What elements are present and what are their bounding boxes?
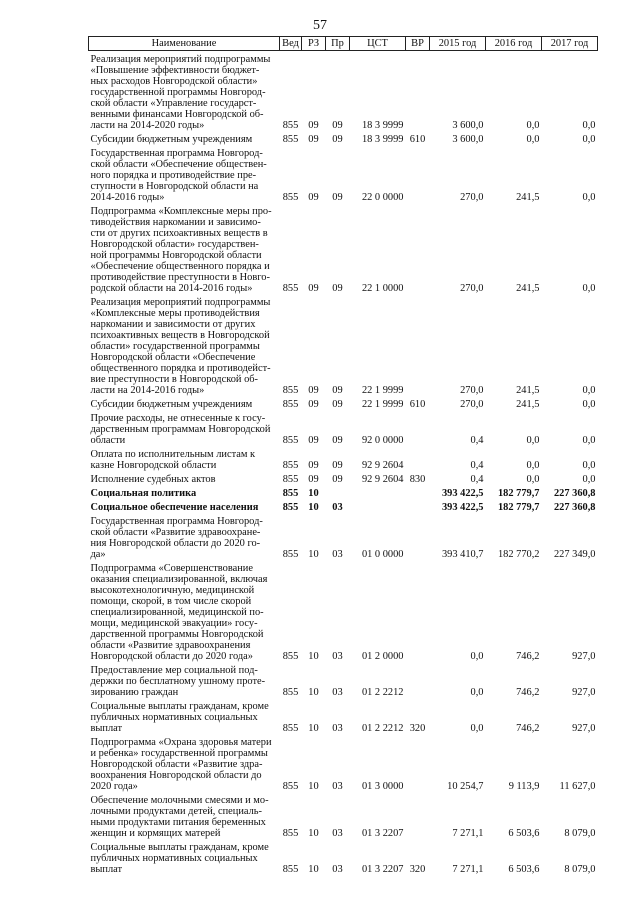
row-rz: 09 <box>308 460 319 471</box>
table-row <box>89 396 598 410</box>
row-vr <box>406 51 430 132</box>
row-2015: 393 410,7 <box>441 549 484 560</box>
row-name: Исполнение судебных актов <box>90 474 216 485</box>
row-cst: 22 1 9999 <box>361 385 404 396</box>
row-2015: 0,0 <box>470 687 484 698</box>
table-row <box>89 560 598 662</box>
row-2016: 182 770,2 <box>497 549 540 560</box>
row-name: Субсидии бюджетным учреждениям <box>90 134 253 145</box>
row-2015: 3 600,0 <box>452 120 484 131</box>
row-pr: 09 <box>332 460 343 471</box>
row-cst: 01 3 0000 <box>361 781 404 792</box>
row-vr: 320 <box>409 723 426 734</box>
row-2015: 3 600,0 <box>452 134 484 145</box>
row-vr <box>406 145 430 203</box>
table-row <box>89 410 598 446</box>
row-2016: 0,0 <box>526 134 540 145</box>
row-cst: 01 0 0000 <box>361 549 404 560</box>
row-rz: 10 <box>308 502 319 513</box>
row-name: Субсидии бюджетным учреждениям <box>90 399 253 410</box>
header-2015: 2015 год <box>430 37 486 51</box>
budget-table <box>88 36 598 875</box>
header-cst: ЦСТ <box>350 37 406 51</box>
row-2016: 6 503,6 <box>508 864 540 875</box>
row-pr: 03 <box>332 828 343 839</box>
row-ved: 855 <box>282 399 299 410</box>
row-pr: 03 <box>332 864 343 875</box>
row-cst: 92 0 0000 <box>361 435 404 446</box>
row-2017: 8 079,0 <box>564 864 596 875</box>
row-2016: 6 503,6 <box>508 828 540 839</box>
header-ved: Вед <box>280 37 302 51</box>
row-2015: 0,4 <box>470 474 484 485</box>
row-rz: 09 <box>308 283 319 294</box>
row-rz: 10 <box>308 864 319 875</box>
table-body <box>89 51 598 876</box>
row-2015: 10 254,7 <box>447 781 484 792</box>
row-ved: 855 <box>282 283 299 294</box>
row-name: Прочие расходы, не отнесенные к госу- дарственным программам Новгородской области <box>90 413 271 446</box>
row-2015: 270,0 <box>460 385 484 396</box>
row-pr: 09 <box>332 385 343 396</box>
row-2016: 746,2 <box>516 723 540 734</box>
row-name: Реализация мероприятий подпрограммы «Комплексные меры противодействия наркомании и зависимости от других психоактивных веществ в Новгородской области» государственной программы Новгородской области «Обеспечение общественного порядка и противодейст- вие преступности в Новгородской об- ласти на 2014-2016 годы» <box>90 297 271 396</box>
table-row <box>89 839 598 875</box>
row-vr <box>406 485 430 499</box>
row-ved: 855 <box>282 120 299 131</box>
row-cst: 22 0 0000 <box>361 192 404 203</box>
table-row <box>89 734 598 792</box>
row-name: Государственная программа Новгород- ской области «Обеспечение обществен- ного порядка и противодействие пре- ступности в Новгородской области на 2014-2016 годы» <box>90 148 267 203</box>
row-name: Предоставление мер социальной под- держки по бесплатному ушному проте- зированию граждан <box>90 665 266 698</box>
row-pr: 09 <box>332 283 343 294</box>
row-name: Подпрограмма «Охрана здоровья матери и ребенка» государственной программы Новгородской области «Развитие здра- воохранения Новгородской области до 2020 года» <box>90 737 272 792</box>
row-2017: 0,0 <box>582 460 596 471</box>
row-rz: 10 <box>308 549 319 560</box>
row-rz: 09 <box>308 435 319 446</box>
row-ved: 855 <box>282 651 299 662</box>
row-2016: 182 779,7 <box>497 488 540 499</box>
page-number: 57 <box>313 18 327 33</box>
row-cst <box>350 485 406 499</box>
row-pr: 09 <box>332 192 343 203</box>
row-2016: 241,5 <box>516 283 540 294</box>
row-ved: 855 <box>282 549 299 560</box>
row-2016: 746,2 <box>516 651 540 662</box>
row-2015: 0,0 <box>470 723 484 734</box>
row-2015: 0,0 <box>470 651 484 662</box>
row-2016: 0,0 <box>526 460 540 471</box>
row-name: Реализация мероприятий подпрограммы «Повышение эффективности бюджет- ных расходов Новгородской области» государственной программы Новгород- ской области «Управление государст- венными финансами Новгородской об- ласти на 2014-2020 годы» <box>90 54 271 131</box>
row-2017: 927,0 <box>572 651 596 662</box>
row-pr: 09 <box>332 474 343 485</box>
row-vr: 830 <box>409 474 426 485</box>
row-2016: 9 113,9 <box>508 781 540 792</box>
table-row <box>89 698 598 734</box>
row-name: Социальные выплаты гражданам, кроме публичных нормативных социальных выплат <box>90 842 269 875</box>
row-rz: 09 <box>308 134 319 145</box>
table-row <box>89 662 598 698</box>
row-pr: 09 <box>332 435 343 446</box>
row-name: Социальное обеспечение населения <box>90 502 259 513</box>
row-vr <box>406 203 430 294</box>
row-2016: 241,5 <box>516 192 540 203</box>
row-ved: 855 <box>282 723 299 734</box>
row-2016: 0,0 <box>526 120 540 131</box>
row-cst: 01 3 2207 <box>361 864 404 875</box>
table-row <box>89 51 598 132</box>
row-2017: 0,0 <box>582 134 596 145</box>
row-cst: 01 2 2212 <box>361 687 404 698</box>
row-2015: 7 271,1 <box>452 828 484 839</box>
row-2017: 927,0 <box>572 723 596 734</box>
row-rz: 10 <box>308 687 319 698</box>
table-row <box>89 792 598 839</box>
row-pr: 03 <box>332 651 343 662</box>
row-pr: 09 <box>332 134 343 145</box>
row-pr: 03 <box>332 502 343 513</box>
row-2017: 0,0 <box>582 283 596 294</box>
row-2017: 0,0 <box>582 120 596 131</box>
table-row <box>89 513 598 560</box>
row-vr: 610 <box>409 134 426 145</box>
row-rz: 10 <box>308 723 319 734</box>
row-pr: 03 <box>332 687 343 698</box>
row-ved: 855 <box>282 192 299 203</box>
row-pr: 03 <box>332 723 343 734</box>
row-pr: 09 <box>332 399 343 410</box>
row-2015: 0,4 <box>470 460 484 471</box>
row-rz: 09 <box>308 192 319 203</box>
row-vr <box>406 294 430 396</box>
header-2016: 2016 год <box>486 37 542 51</box>
row-ved: 855 <box>282 474 299 485</box>
row-rz: 10 <box>308 651 319 662</box>
table-row <box>89 446 598 471</box>
row-name: Социальные выплаты гражданам, кроме публичных нормативных социальных выплат <box>90 701 269 734</box>
row-2015: 7 271,1 <box>452 864 484 875</box>
row-ved: 855 <box>282 828 299 839</box>
row-name: Оплата по исполнительным листам к казне Новгородской области <box>90 449 256 471</box>
row-2017: 227 360,8 <box>553 488 596 499</box>
row-ved: 855 <box>282 781 299 792</box>
row-ved: 855 <box>282 435 299 446</box>
row-cst: 22 1 9999 <box>361 399 404 410</box>
row-2015: 270,0 <box>460 283 484 294</box>
table-row <box>89 499 598 513</box>
row-2016: 0,0 <box>526 474 540 485</box>
table-row <box>89 203 598 294</box>
row-2017: 0,0 <box>582 385 596 396</box>
row-name: Социальная политика <box>90 488 197 499</box>
row-rz: 09 <box>308 399 319 410</box>
row-rz: 09 <box>308 385 319 396</box>
header-pr: Пр <box>326 37 350 51</box>
row-2017: 0,0 <box>582 474 596 485</box>
row-ved: 855 <box>282 385 299 396</box>
row-cst: 01 2 2212 <box>361 723 404 734</box>
row-pr: 03 <box>332 781 343 792</box>
row-2016: 182 779,7 <box>497 502 540 513</box>
row-ved: 855 <box>282 687 299 698</box>
row-2017: 227 360,8 <box>553 502 596 513</box>
row-2015: 0,4 <box>470 435 484 446</box>
row-name: Обеспечение молочными смесями и мо- лочными продуктами детей, специаль- ными продуктами питания беременных женщин и кормящих матерей <box>90 795 269 839</box>
row-ved: 855 <box>282 488 299 499</box>
header-name: Наименование <box>89 37 280 51</box>
row-cst: 01 2 0000 <box>361 651 404 662</box>
row-2015: 270,0 <box>460 192 484 203</box>
row-rz: 10 <box>308 488 319 499</box>
row-pr: 09 <box>332 120 343 131</box>
row-2017: 0,0 <box>582 192 596 203</box>
table-header <box>89 37 598 51</box>
row-cst: 92 9 2604 <box>361 460 404 471</box>
header-rz: РЗ <box>302 37 326 51</box>
row-2016: 0,0 <box>526 435 540 446</box>
row-ved: 855 <box>282 460 299 471</box>
row-rz: 10 <box>308 781 319 792</box>
row-cst: 22 1 0000 <box>361 283 404 294</box>
row-2017: 11 627,0 <box>559 781 596 792</box>
row-2015: 270,0 <box>460 399 484 410</box>
table-row <box>89 294 598 396</box>
row-2016: 241,5 <box>516 385 540 396</box>
table-row <box>89 131 598 145</box>
row-name: Подпрограмма «Комплексные меры про- тиводействия наркомании и зависимо- сти от других психоактивных веществ в Новгородской области» государствен- ной программы Новгородской области «Обеспечение общественного порядка и противодействие преступности в Новго- родской области на 2014-2016 годы» <box>90 206 272 294</box>
table-row <box>89 471 598 485</box>
row-vr: 610 <box>409 399 426 410</box>
row-cst: 18 3 9999 <box>361 134 404 145</box>
row-2017: 0,0 <box>582 399 596 410</box>
row-2017: 927,0 <box>572 687 596 698</box>
row-2016: 746,2 <box>516 687 540 698</box>
row-vr <box>406 734 430 792</box>
row-vr <box>406 792 430 839</box>
row-2015: 393 422,5 <box>441 488 484 499</box>
row-cst: 92 9 2604 <box>361 474 404 485</box>
header-2017: 2017 год <box>542 37 598 51</box>
row-ved: 855 <box>282 864 299 875</box>
row-vr <box>406 446 430 471</box>
row-name: Подпрограмма «Совершенствование оказания специализированной, включая высокотехнологичную, медицинской помощи, скорой, в том числе скорой специализированной, медицинской по- мощи, медицинской эвакуации» госу- дарственной программы Новгородской области «Развитие здравоохранения Новгородской области до 2020 года» <box>90 563 268 662</box>
row-vr <box>406 513 430 560</box>
table-row <box>89 145 598 203</box>
row-vr <box>406 499 430 513</box>
row-2017: 0,0 <box>582 435 596 446</box>
row-pr <box>326 485 350 499</box>
row-ved: 855 <box>282 502 299 513</box>
row-name: Государственная программа Новгород- ской области «Развитие здравоохране- ния Новгородской области до 2020 го- да» <box>90 516 263 560</box>
row-rz: 09 <box>308 474 319 485</box>
row-vr <box>406 560 430 662</box>
row-2016: 241,5 <box>516 399 540 410</box>
row-rz: 10 <box>308 828 319 839</box>
row-ved: 855 <box>282 134 299 145</box>
header-vr: ВР <box>406 37 430 51</box>
row-2017: 8 079,0 <box>564 828 596 839</box>
row-vr <box>406 662 430 698</box>
row-vr <box>406 410 430 446</box>
row-pr: 03 <box>332 549 343 560</box>
row-2015: 393 422,5 <box>441 502 484 513</box>
row-cst: 01 3 2207 <box>361 828 404 839</box>
row-2017: 227 349,0 <box>553 549 596 560</box>
row-vr: 320 <box>409 864 426 875</box>
table-row <box>89 485 598 499</box>
row-cst <box>350 499 406 513</box>
row-cst: 18 3 9999 <box>361 120 404 131</box>
row-rz: 09 <box>308 120 319 131</box>
